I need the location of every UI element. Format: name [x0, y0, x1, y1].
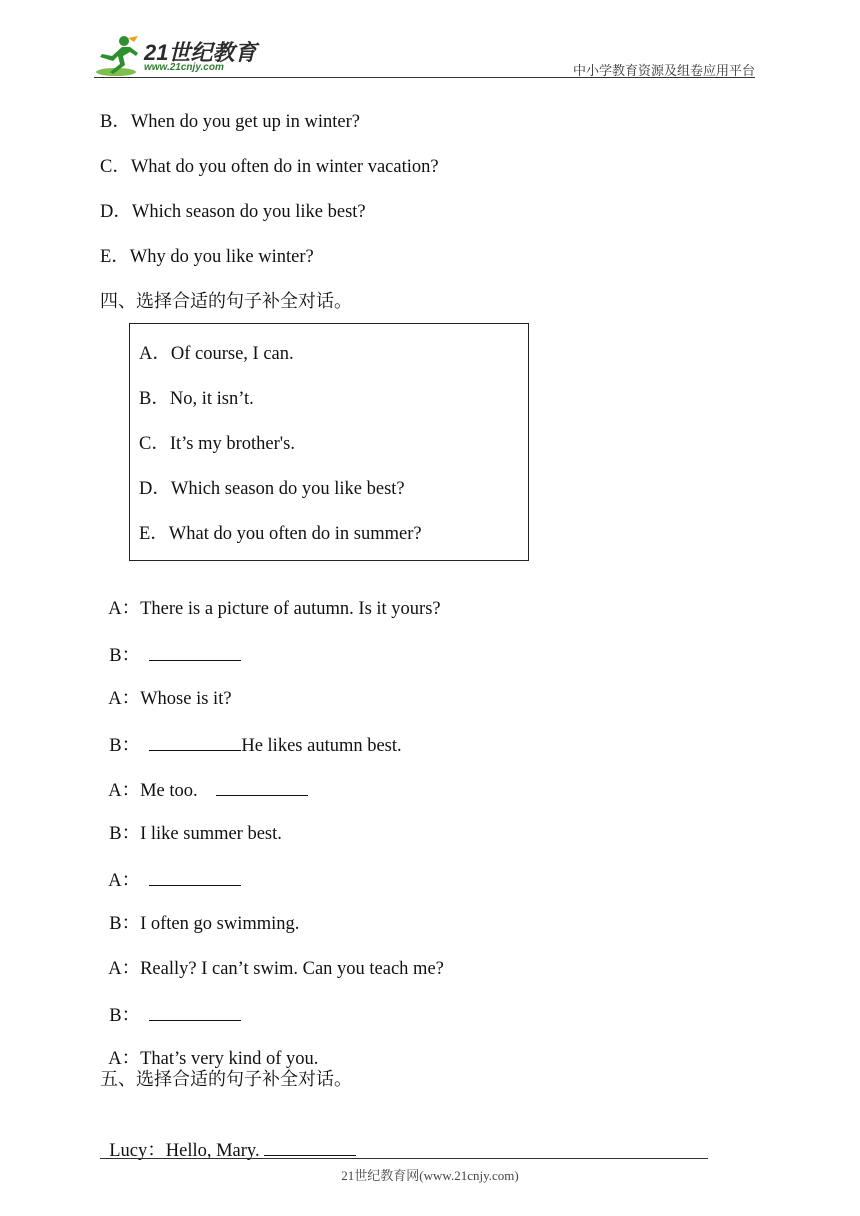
platform-name: 中小学教育资源及组卷应用平台: [572, 64, 755, 79]
logo-text: 21世纪教育: [144, 40, 257, 65]
dialogue-text: B：: [109, 646, 150, 666]
runner-logo-icon: [94, 34, 142, 78]
dialogue-text: He likes autumn best.: [241, 736, 402, 756]
dialogue-line: [100, 708, 402, 758]
dialogue-text: A：That’s very kind of you.: [108, 1049, 319, 1069]
dialogue-text: A：Me too.: [108, 781, 217, 801]
footer-text: 21世纪教育网(www.21cnjy.com): [341, 1168, 519, 1183]
section-5-title: 五、选择合适的句子补全对话。: [100, 1069, 352, 1090]
site-logo: [94, 34, 264, 78]
option-a: A．Of course, I can.: [139, 344, 294, 364]
dialogue-text: A：There is a picture of autumn. Is it yours?: [108, 599, 441, 619]
logo-url: www.21cnjy.com: [144, 62, 224, 73]
footer-divider: [100, 1158, 708, 1159]
dialogue-text: B：I like summer best.: [109, 824, 282, 844]
dialogue-line: [100, 618, 241, 668]
dialogue-text: A：Whose is it?: [108, 689, 232, 709]
dialogue-line: [100, 978, 241, 1028]
answer-blank[interactable]: [149, 642, 241, 661]
dialogue-text: B：I often go swimming.: [109, 914, 300, 934]
header-divider: [94, 77, 755, 78]
option-b: B．No, it isn’t.: [139, 389, 254, 409]
dialogue-line: [100, 1113, 356, 1163]
answer-blank[interactable]: [216, 777, 308, 796]
dialogue-line: [100, 888, 299, 936]
section-4-title: 四、选择合适的句子补全对话。: [100, 291, 352, 312]
option-c: C．It’s my brother's.: [139, 434, 295, 454]
dialogue-line: [100, 843, 241, 893]
dialogue-text: A：: [108, 871, 150, 891]
prev-option-e: E．Why do you like winter?: [100, 247, 314, 267]
answer-blank[interactable]: [149, 867, 241, 886]
dialogue-text: B：: [109, 1006, 150, 1026]
dialogue-text: Lucy：Hello, Mary.: [109, 1141, 265, 1161]
dialogue-text: B：: [109, 736, 150, 756]
dialogue-text: A：Really? I can’t swim. Can you teach me?: [108, 959, 444, 979]
option-d: D．Which season do you like best?: [139, 479, 405, 499]
dialogue-line: [100, 1023, 318, 1071]
dialogue-line: [100, 573, 441, 621]
options-box: [129, 323, 529, 561]
dialogue-line: [100, 933, 444, 981]
dialogue-line: [100, 798, 282, 846]
answer-blank[interactable]: [264, 1137, 356, 1156]
dialogue-line: [100, 753, 308, 803]
prev-option-d: D．Which season do you like best?: [100, 202, 366, 222]
answer-blank[interactable]: [149, 732, 241, 751]
option-e: E．What do you often do in summer?: [139, 524, 422, 544]
prev-option-b: B．When do you get up in winter?: [100, 112, 360, 132]
answer-blank[interactable]: [149, 1002, 241, 1021]
prev-option-c: C．What do you often do in winter vacation?: [100, 157, 439, 177]
dialogue-line: [100, 663, 232, 711]
